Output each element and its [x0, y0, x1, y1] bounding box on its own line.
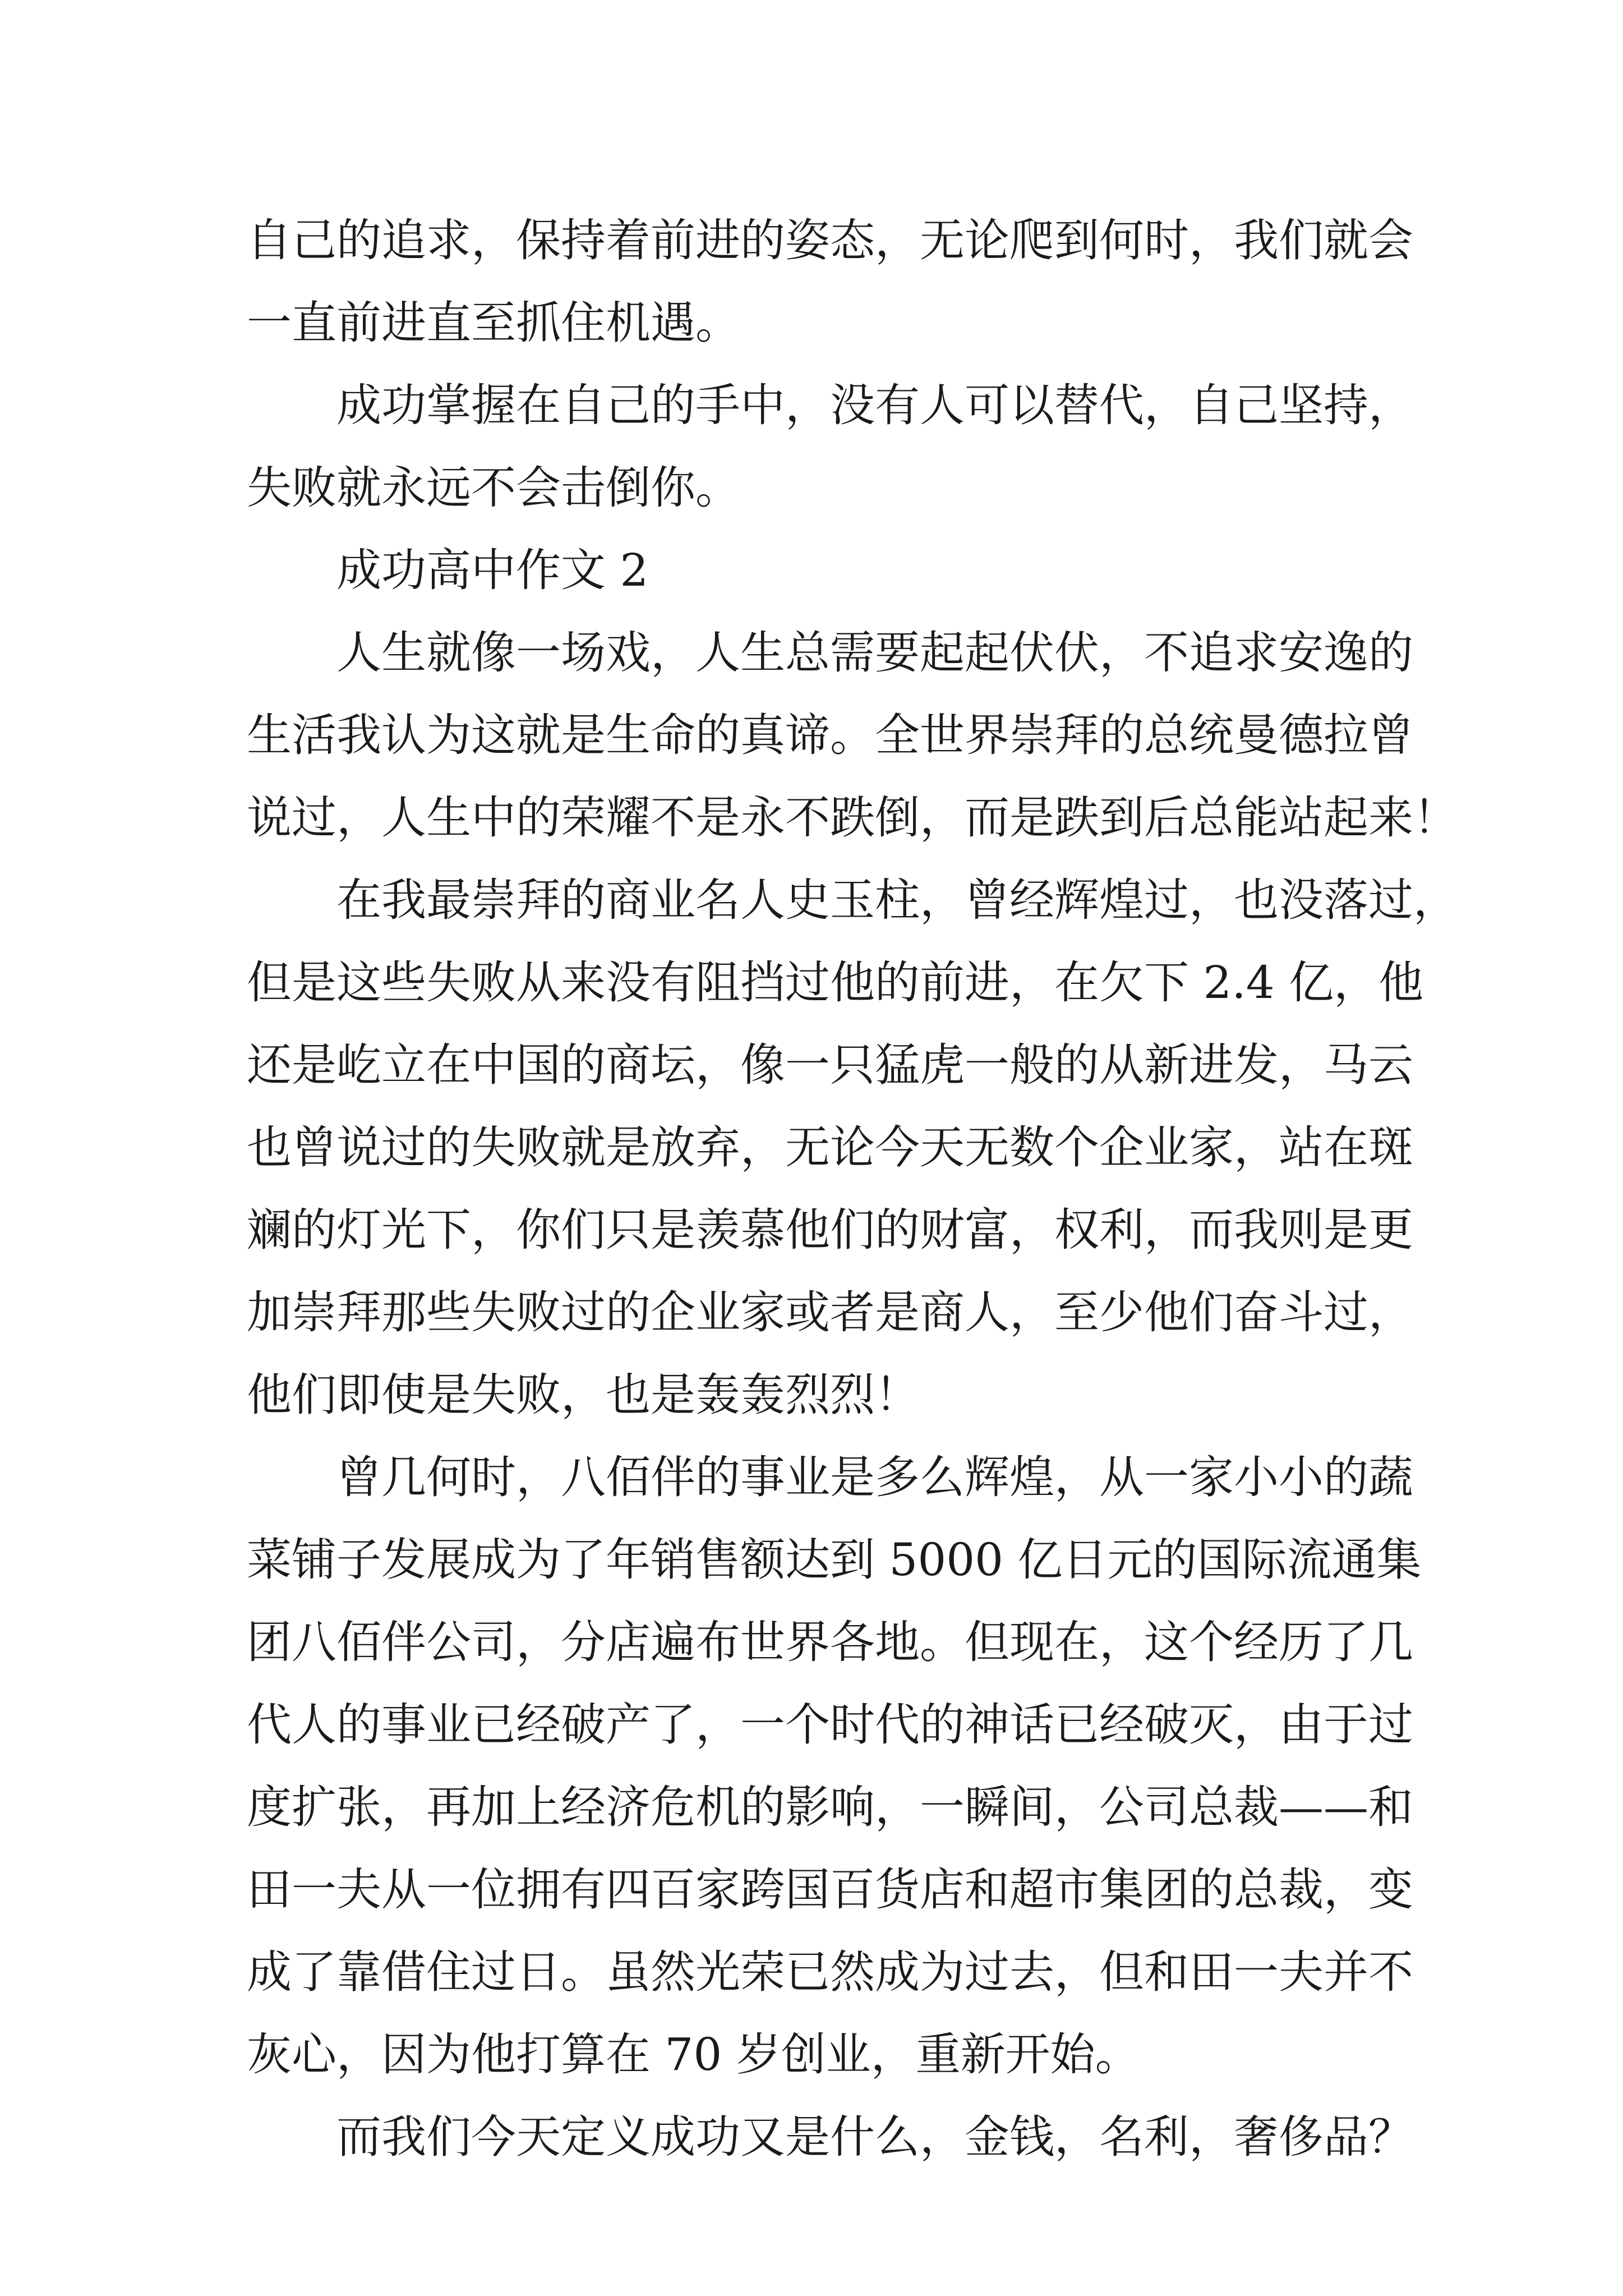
text-line: 团八佰伴公司，分店遍布世界各地。但现在，这个经历了几: [247, 1616, 1413, 1668]
text-line: 菜铺子发展成为了年销售额达到 5000 亿日元的国际流通集: [247, 1534, 1422, 1586]
text-line: 成功掌握在自己的手中，没有人可以替代，自己坚持，: [336, 379, 1413, 431]
text-line: 而我们今天定义成功又是什么，金钱，名利，奢侈品？: [336, 2111, 1413, 2163]
text-line: 失败就永远不会击倒你。: [247, 462, 740, 514]
text-line: 生活我认为这就是生命的真谛。全世界崇拜的总统曼德拉曾: [247, 709, 1413, 761]
text-line: 他们即使是失败，也是轰轰烈烈！: [247, 1369, 920, 1421]
text-line: 在我最崇拜的商业名人史玉柱，曾经辉煌过，也没落过，: [336, 874, 1458, 926]
text-line: 加崇拜那些失败过的企业家或者是商人，至少他们奋斗过，: [247, 1286, 1413, 1338]
text-line: 灰心，因为他打算在 70 岁创业，重新开始。: [247, 2028, 1140, 2081]
text-line: 说过，人生中的荣耀不是永不跌倒，而是跌到后总能站起来！: [247, 792, 1458, 844]
text-line: 代人的事业已经破产了，一个时代的神话已经破灭，由于过: [247, 1699, 1413, 1751]
text-line: 曾几何时，八佰伴的事业是多么辉煌，从一家小小的蔬: [336, 1451, 1413, 1503]
text-line: 度扩张，再加上经济危机的影响，一瞬间，公司总裁——和: [247, 1781, 1413, 1833]
section-heading: 成功高中作文 2: [336, 544, 649, 596]
text-line: 也曾说过的失败就是放弃，无论今天无数个企业家，站在斑: [247, 1121, 1413, 1174]
text-line: 人生就像一场戏，人生总需要起起伏伏，不追求安逸的: [336, 627, 1413, 679]
text-line: 田一夫从一位拥有四百家跨国百货店和超市集团的总裁，变: [247, 1864, 1413, 1916]
text-line: 自己的追求，保持着前进的姿态，无论爬到何时，我们就会: [247, 214, 1413, 266]
document-body: [247, 199, 1458, 2178]
text-line: 成了靠借住过日。虽然光荣已然成为过去，但和田一夫并不: [247, 1946, 1413, 1998]
text-line: 斓的灯光下，你们只是羡慕他们的财富，权利，而我则是更: [247, 1204, 1413, 1256]
text-line: 还是屹立在中国的商坛，像一只猛虎一般的从新进发，马云: [247, 1039, 1413, 1091]
text-line: 但是这些失败从来没有阻挡过他的前进，在欠下 2.4 亿，他: [247, 956, 1424, 1009]
text-line: 一直前进直至抓住机遇。: [247, 297, 740, 349]
